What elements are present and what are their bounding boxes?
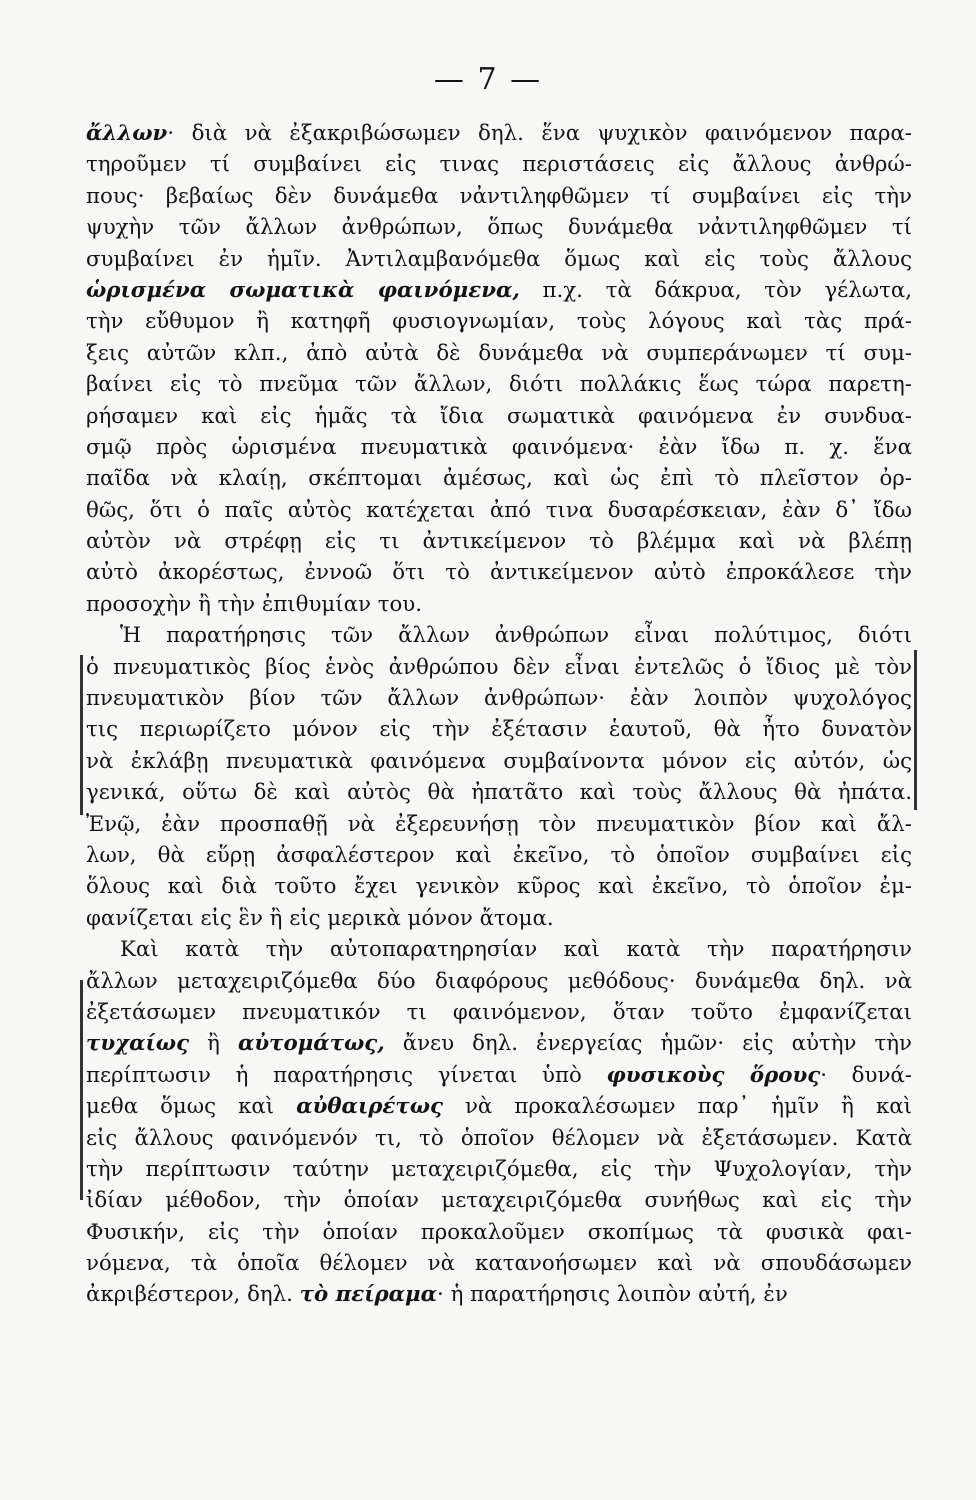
text-segment: βαίνει εἰς τὸ πνεῦμα τῶν ἄλλων, διότι πολλάκις ἕως τώρα παρετη- xyxy=(86,372,912,398)
text-line xyxy=(86,934,912,965)
margin-mark-left-1 xyxy=(80,655,83,815)
text-line xyxy=(86,1279,912,1310)
text-line xyxy=(86,118,912,149)
text-line xyxy=(86,652,912,683)
text-line xyxy=(86,997,912,1028)
text-segment: τηροῦμεν τί συμβαίνει εἰς τινας περιστάσεις εἰς ἄλλους ἀνθρώ- xyxy=(86,152,912,178)
emphasized-text: ἄλλων xyxy=(86,121,168,146)
emphasized-text: φυσικοὺς ὅρους xyxy=(606,1062,821,1088)
text-segment: · δυνά- xyxy=(820,1062,912,1088)
body-text xyxy=(86,118,912,1311)
text-segment: προσοχὴν ἢ τὴν ἐπιθυμίαν του. xyxy=(86,591,423,617)
text-segment: ὅλους καὶ διὰ τοῦτο ἔχει γενικὸν κῦρος καὶ ἐκεῖνο, τὸ ὁποῖον ἐμ- xyxy=(86,874,912,900)
text-line xyxy=(86,871,912,902)
text-segment: συμβαίνει ἐν ἡμῖν. Ἀντιλαμβανόμεθα ὅμως καὶ εἰς τοὺς ἄλλους xyxy=(86,246,912,272)
text-segment: γενικά, οὕτω δὲ καὶ αὐτὸς θὰ ἠπατᾶτο καὶ τοὺς ἄλλους θὰ ἠπάτα. xyxy=(86,780,912,806)
text-segment: αὐτὸ ἀκορέστως, ἐννοῶ ὅτι τὸ ἀντικείμενον αὐτὸ ἐπροκάλεσε τὴν xyxy=(86,560,912,586)
text-line xyxy=(86,369,912,400)
text-line xyxy=(86,1248,912,1279)
text-line xyxy=(86,244,912,275)
text-segment: π.χ. τὰ δάκρυα, τὸν γέλωτα, xyxy=(519,277,912,303)
text-segment: λων, θὰ εὕρῃ ἀσφαλέστερον καὶ ἐκεῖνο, τὸ ὁποῖον συμβαίνει εἰς xyxy=(86,842,912,868)
text-segment: νὰ προκαλέσωμεν παρ᾽ ἡμῖν ἢ καὶ xyxy=(442,1094,912,1120)
text-segment: μεθα ὅμως καὶ xyxy=(86,1094,297,1120)
text-segment: τὴν εὔθυμον ἢ κατηφῆ φυσιογνωμίαν, τοὺς λόγους καὶ τὰς πρά- xyxy=(86,309,912,335)
text-segment: · ἡ παρατήρησις λοιπὸν αὐτή, ἐν xyxy=(437,1282,788,1308)
text-line xyxy=(86,589,912,620)
text-line xyxy=(86,338,912,369)
text-line xyxy=(86,840,912,871)
text-line xyxy=(86,1185,912,1216)
text-line xyxy=(86,714,912,745)
emphasized-text: ὡρισμένα σωματικὰ φαινόμενα, xyxy=(86,277,520,303)
text-segment: ἰδίαν μέθοδον, τὴν ὁποίαν μεταχειριζόμεθα συνήθως καὶ εἰς τὴν xyxy=(86,1188,912,1214)
emphasized-text: αὐτομάτως, xyxy=(237,1031,385,1057)
text-line xyxy=(86,1060,912,1091)
text-line xyxy=(86,1154,912,1185)
emphasized-text: τυχαίως xyxy=(86,1031,190,1057)
text-segment: σμῷ πρὸς ὡρισμένα πνευματικὰ φαινόμενα· ἐὰν ἴδω π. χ. ἕνα xyxy=(86,434,912,460)
text-line xyxy=(86,809,912,840)
emphasized-text: αὐθαιρέτως xyxy=(296,1094,443,1120)
text-line xyxy=(86,275,912,306)
text-segment: αὐτὸν νὰ στρέφῃ εἰς τι ἀντικείμενον τὸ βλέμμα καὶ νὰ βλέπῃ xyxy=(86,529,912,555)
text-line xyxy=(86,495,912,526)
text-segment: · διὰ νὰ ἐξακριβώσωμεν δηλ. ἕνα ψυχικὸν φαινόμενον παρα- xyxy=(167,121,912,146)
text-segment: εἰς ἄλλους φαινόμενόν τι, τὸ ὁποῖον θέλομεν νὰ ἐξετάσωμεν. Κατὰ xyxy=(86,1125,912,1151)
text-line xyxy=(86,432,912,463)
text-line xyxy=(86,401,912,432)
text-segment: ἢ xyxy=(189,1031,238,1057)
text-segment: Ἐνῷ, ἐὰν προσπαθῇ νὰ ἐξερευνήσῃ τὸν πνευματικὸν βίον καὶ ἄλ- xyxy=(86,811,912,837)
text-segment: ξεις αὐτῶν κλπ., ἀπὸ αὐτὰ δὲ δυνάμεθα νὰ συμπεράνωμεν τί συμ- xyxy=(86,340,912,366)
text-segment: ψυχὴν τῶν ἄλλων ἀνθρώπων, ὅπως δυνάμεθα νἀντιληφθῶμεν τί xyxy=(86,215,912,241)
margin-mark-right-1 xyxy=(914,650,917,810)
text-segment: ρήσαμεν καὶ εἰς ἡμᾶς τὰ ἴδια σωματικὰ φαινόμενα ἐν συνδυα- xyxy=(86,403,912,429)
text-segment: νόμενα, τὰ ὁποῖα θέλομεν νὰ κατανοήσωμεν καὶ νὰ σπουδάσωμεν xyxy=(86,1251,912,1277)
text-line xyxy=(86,463,912,494)
text-line xyxy=(86,746,912,777)
text-segment: ἄνευ δηλ. ἐνεργείας ἡμῶν· εἰς αὐτὴν τὴν xyxy=(384,1031,912,1057)
text-segment: πνευματικὸν βίον τῶν ἄλλων ἀνθρώπων· ἐὰν λοιπὸν ψυχολόγος xyxy=(86,686,912,712)
text-line xyxy=(86,1091,912,1122)
text-line xyxy=(86,903,912,934)
text-line xyxy=(86,557,912,588)
text-segment: Ἡ παρατήρησις τῶν ἄλλων ἀνθρώπων εἶναι πολύτιμος, διότι xyxy=(120,623,912,649)
text-segment: Φυσικήν, εἰς τὴν ὁποίαν προκαλοῦμεν σκοπίμως τὰ φυσικὰ φαι- xyxy=(86,1219,912,1245)
text-line xyxy=(86,212,912,243)
page-number: — 7 — xyxy=(433,62,543,97)
text-segment: ἀκριβέστερον, δηλ. xyxy=(86,1282,300,1308)
text-line xyxy=(86,1123,912,1154)
text-segment: περίπτωσιν ἡ παρατήρησις γίνεται ὑπὸ xyxy=(86,1062,607,1088)
text-line xyxy=(86,181,912,212)
text-line xyxy=(86,1028,912,1059)
text-segment: ἄλλων μεταχειριζόμεθα δύο διαφόρους μεθόδους· δυνάμεθα δηλ. νὰ xyxy=(86,968,912,994)
text-line xyxy=(86,777,912,808)
text-line xyxy=(86,966,912,997)
text-segment: παῖδα νὰ κλαίῃ, σκέπτομαι ἀμέσως, καὶ ὡς ἐπὶ τὸ πλεῖστον ὀρ- xyxy=(86,466,912,492)
text-segment: φανίζεται εἰς ἓν ἢ εἰς μερικὰ μόνον ἄτομα. xyxy=(86,905,554,931)
emphasized-text: τὸ πείραμα xyxy=(299,1282,438,1308)
text-segment: ὁ πνευματικὸς βίος ἑνὸς ἀνθρώπου δὲν εἶναι ἐντελῶς ὁ ἴδιος μὲ τὸν xyxy=(86,654,912,680)
text-line xyxy=(86,149,912,180)
text-segment: ἐξετάσωμεν πνευματικόν τι φαινόμενον, ὅταν τοῦτο ἐμφανίζεται xyxy=(86,999,912,1025)
text-line xyxy=(86,1217,912,1248)
text-segment: πους· βεβαίως δὲν δυνάμεθα νἀντιληφθῶμεν τί συμβαίνει εἰς τὴν xyxy=(86,183,912,209)
text-segment: Καὶ κατὰ τὴν αὐτοπαρατηρησίαν καὶ κατὰ τὴν παρατήρησιν xyxy=(120,937,912,963)
text-segment: νὰ ἐκλάβῃ πνευματικὰ φαινόμενα συμβαίνοντα μόνον εἰς αὐτόν, ὡς xyxy=(86,748,912,774)
text-segment: τὴν περίπτωσιν ταύτην μεταχειριζόμεθα, εἰς τὴν Ψυχολογίαν, τὴν xyxy=(86,1156,912,1182)
text-line xyxy=(86,306,912,337)
margin-mark-left-2 xyxy=(80,980,83,1200)
text-line xyxy=(86,526,912,557)
text-segment: θῶς, ὅτι ὁ παῖς αὐτὸς κατέχεται ἀπό τινα δυσαρέσκειαν, ἐὰν δ᾽ ἴδω xyxy=(86,497,912,523)
text-segment: τις περιωρίζετο μόνον εἰς τὴν ἐξέτασιν ἑαυτοῦ, θὰ ἦτο δυνατὸν xyxy=(86,717,912,743)
text-line xyxy=(86,683,912,714)
text-line xyxy=(86,620,912,651)
